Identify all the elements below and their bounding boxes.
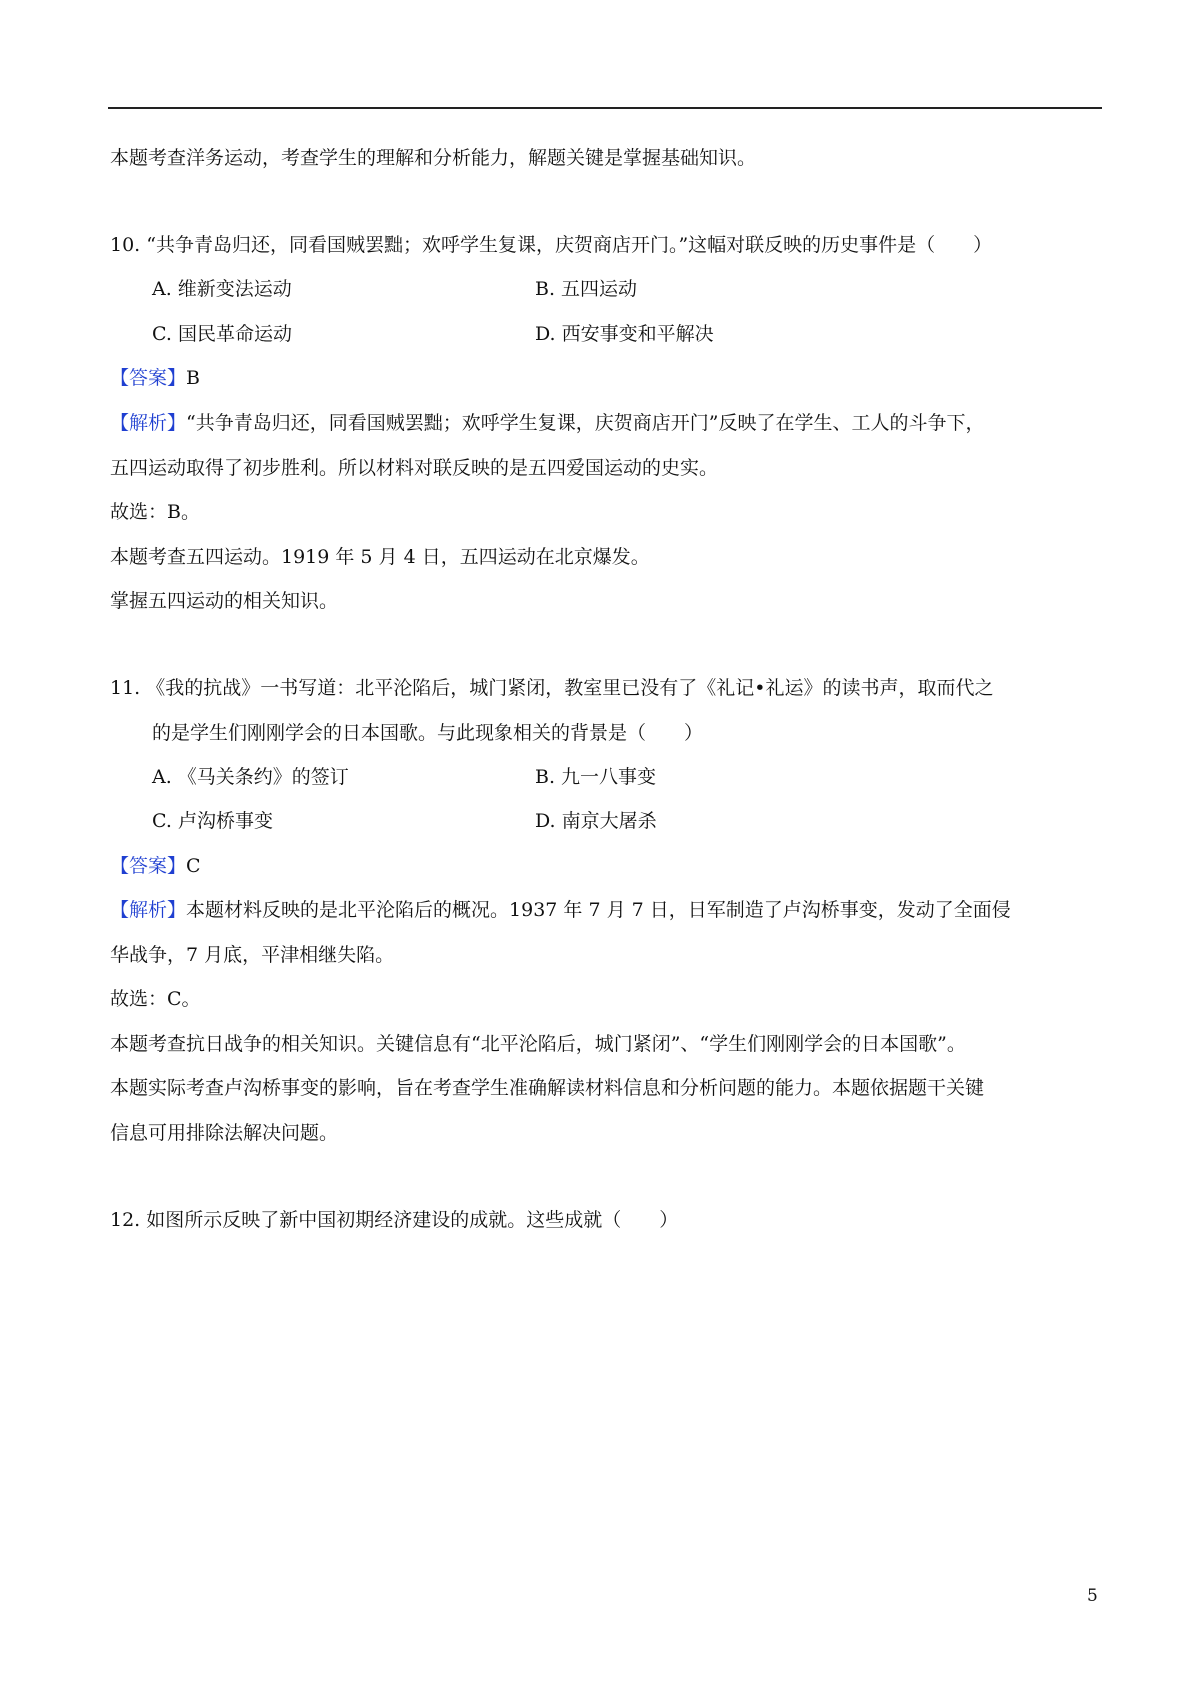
q11-answer-value: C bbox=[186, 855, 201, 877]
q10-option-b: B. 五四运动 bbox=[535, 278, 638, 300]
q11-note3: 信息可用排除法解决问题。 bbox=[110, 1122, 339, 1144]
q11-analysis bbox=[110, 897, 1011, 923]
q11-note2: 本题实际考查卢沟桥事变的影响，旨在考查学生准确解读材料信息和分析问题的能力。本题依据题干关键 bbox=[110, 1077, 985, 1099]
q11-note1: 本题考查抗日战争的相关知识。关键信息有“北平沦陷后，城门紧闭”、“学生们刚刚学会的日本国歌”。 bbox=[110, 1033, 966, 1055]
intro-text: 本题考查洋务运动，考查学生的理解和分析能力，解题关键是掌握基础知识。 bbox=[110, 147, 757, 169]
q11-answer bbox=[110, 853, 201, 879]
q10-analysis-line2: 五四运动取得了初步胜利。所以材料对联反映的是五四爱国运动的史实。 bbox=[110, 457, 719, 479]
q12-stem: 12. 如图所示反映了新中国初期经济建设的成就。这些成就（ ） bbox=[110, 1209, 679, 1231]
q11-stem-line1: 11. 《我的抗战》一书写道：北平沦陷后，城门紧闭，教室里已没有了《礼记•礼运》的读书声，取而代之 bbox=[110, 677, 994, 699]
q11-option-d: D. 南京大屠杀 bbox=[535, 810, 657, 832]
q11-analysis-label: 【解析】 bbox=[110, 899, 187, 921]
q10-answer-value: B bbox=[186, 367, 200, 389]
q11-analysis-line1: 本题材料反映的是北平沦陷后的概况。1937 年 7 月 7 日，日军制造了卢沟桥事变，发动了全面侵 bbox=[186, 899, 1011, 921]
q10-option-d: D. 西安事变和平解决 bbox=[535, 323, 714, 345]
q10-answer bbox=[110, 365, 200, 391]
q10-option-c: C. 国民革命运动 bbox=[152, 323, 292, 345]
q10-analysis bbox=[110, 410, 984, 436]
q11-option-c: C. 卢沟桥事变 bbox=[152, 810, 273, 832]
q11-stem-line2: 的是学生们刚刚学会的日本国歌。与此现象相关的背景是（ ） bbox=[152, 722, 704, 744]
page-number: 5 bbox=[1087, 1586, 1098, 1606]
q11-option-a: A. 《马关条约》的签订 bbox=[152, 766, 349, 788]
q10-analysis-label: 【解析】 bbox=[110, 412, 187, 434]
q11-choice: 故选：C。 bbox=[110, 988, 201, 1010]
q11-answer-label: 【答案】 bbox=[110, 855, 187, 877]
q10-analysis-line1: “共争青岛归还，同看国贼罢黜；欢呼学生复课，庆贺商店开门”反映了在学生、工人的斗争下， bbox=[186, 412, 985, 434]
q11-option-b: B. 九一八事变 bbox=[535, 766, 657, 788]
q11-analysis-line2: 华战争，7 月底，平津相继失陷。 bbox=[110, 944, 395, 966]
q10-note1: 本题考查五四运动。1919 年 5 月 4 日，五四运动在北京爆发。 bbox=[110, 546, 650, 568]
q10-note2: 掌握五四运动的相关知识。 bbox=[110, 590, 339, 612]
q10-option-a: A. 维新变法运动 bbox=[152, 278, 292, 300]
q10-choice: 故选：B。 bbox=[110, 501, 200, 523]
q10-answer-label: 【答案】 bbox=[110, 367, 187, 389]
q10-stem: 10. “共争青岛归还，同看国贼罢黜；欢呼学生复课，庆贺商店开门。”这幅对联反映的历史事件是（ ） bbox=[110, 234, 993, 256]
header-rule bbox=[108, 107, 1102, 109]
